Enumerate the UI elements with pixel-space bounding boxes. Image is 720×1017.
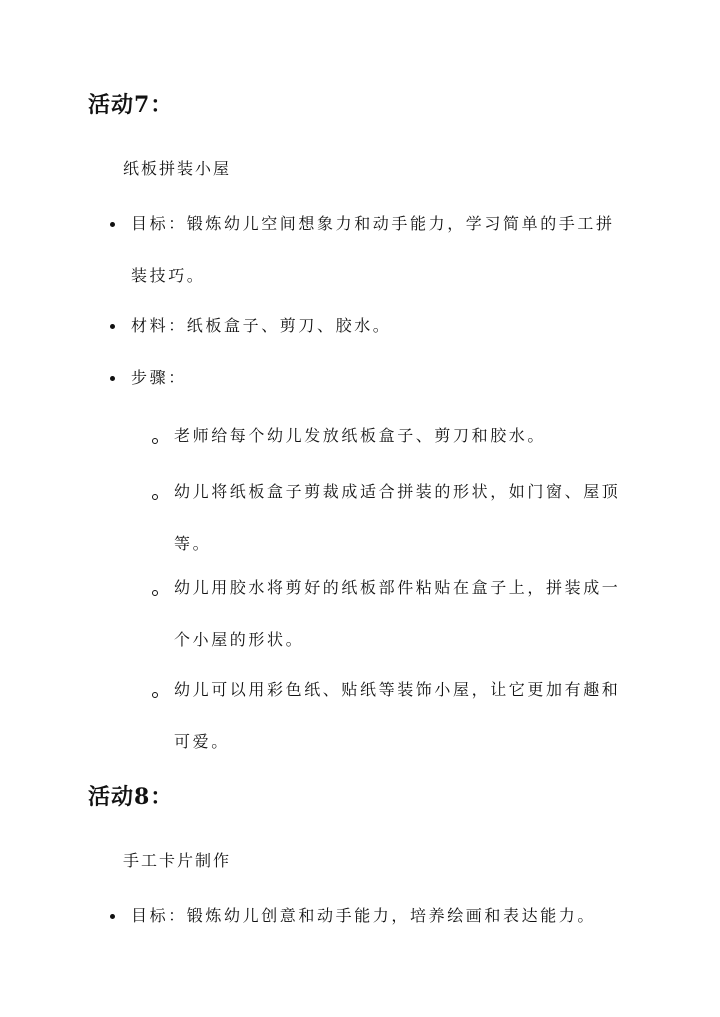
activity-8-subtitle: 手工卡片制作 <box>123 851 232 870</box>
circle-bullet-icon <box>152 590 158 596</box>
activity-8-goal: 目标：锻炼幼儿创意和动手能力，培养绘画和表达能力。 <box>131 906 597 925</box>
activity-7-subtitle: 纸板拼装小屋 <box>123 159 232 178</box>
circle-bullet-icon <box>152 438 158 444</box>
circle-bullet-icon <box>152 692 158 698</box>
activity-7-step-2: 幼儿将纸板盒子剪裁成适合拼装的形状，如门窗、屋顶等。 <box>174 482 621 553</box>
bullet-icon <box>110 376 115 381</box>
activity-7-heading: 活动7： <box>88 92 174 118</box>
activity-7-step-1: 老师给每个幼儿发放纸板盒子、剪刀和胶水。 <box>174 426 547 445</box>
bullet-icon <box>110 222 115 227</box>
activity-7-materials: 材料：纸板盒子、剪刀、胶水。 <box>131 316 392 335</box>
activity-8-heading: 活动8： <box>88 784 174 810</box>
activity-7-goal: 目标：锻炼幼儿空间想象力和动手能力，学习简单的手工拼装技巧。 <box>131 214 615 285</box>
bullet-icon <box>110 324 115 329</box>
activity-7-step-3: 幼儿用胶水将剪好的纸板部件粘贴在盒子上，拼装成一个小屋的形状。 <box>174 578 621 649</box>
activity-7-step-4: 幼儿可以用彩色纸、贴纸等装饰小屋，让它更加有趣和可爱。 <box>174 680 621 751</box>
circle-bullet-icon <box>152 494 158 500</box>
activity-7-steps-label: 步骤： <box>131 368 187 387</box>
bullet-icon <box>110 914 115 919</box>
